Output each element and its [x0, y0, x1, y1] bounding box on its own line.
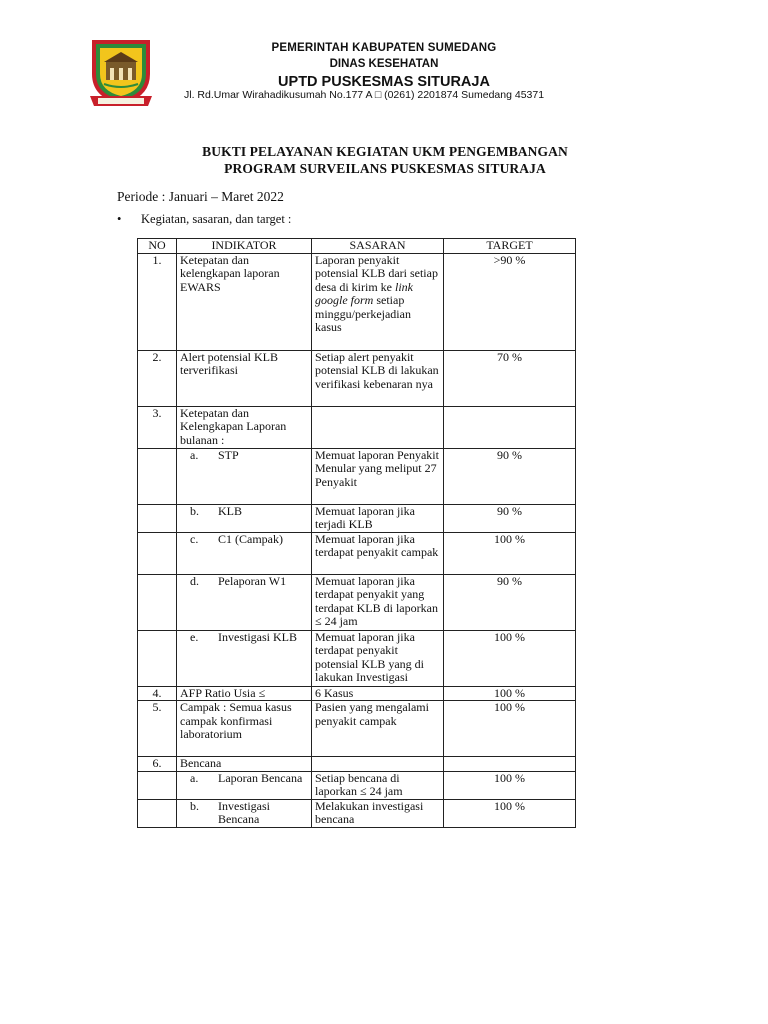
sub-letter: b. [190, 503, 199, 518]
sub-indikator: Pelaporan W1 [218, 573, 287, 588]
table-row [138, 701, 576, 757]
header-no: NO [138, 239, 177, 254]
cell-no [138, 771, 177, 799]
table-row [138, 630, 576, 686]
cell-sasaran [312, 757, 444, 772]
cell-indikator [177, 448, 312, 504]
cell-target [444, 406, 576, 448]
cell-indikator [177, 630, 312, 686]
sub-indikator: STP [218, 447, 239, 462]
cell-target: 100 % [444, 532, 576, 574]
cell-target: >90 % [444, 253, 576, 350]
cell-sasaran [312, 406, 444, 448]
sub-indikator: KLB [218, 503, 242, 518]
cell-sasaran: Memuat laporan jika terdapat penyakit yang terdapat KLB di laporkan ≤ 24 jam [312, 574, 444, 630]
cell-target: 100 % [444, 701, 576, 757]
cell-no: 2. [138, 350, 177, 406]
header-sasaran: SASARAN [312, 239, 444, 254]
header-target: TARGET [444, 239, 576, 254]
cell-indikator [177, 771, 312, 799]
institution-name: UPTD PUSKESMAS SITURAJA [278, 74, 490, 90]
cell-indikator: AFP Ratio Usia ≤ [177, 686, 312, 701]
cell-no [138, 799, 177, 827]
sub-indikator: Investigasi KLB [218, 629, 297, 644]
cell-target: 90 % [444, 504, 576, 532]
period-text: Periode : Januari – Maret 2022 [117, 189, 284, 204]
document-title [150, 143, 620, 177]
cell-indikator: Bencana [177, 757, 312, 772]
sub-letter: c. [190, 531, 199, 546]
cell-no [138, 532, 177, 574]
table-row [138, 771, 576, 799]
cell-target: 100 % [444, 630, 576, 686]
table-row [138, 574, 576, 630]
bullet-item [117, 212, 291, 227]
table-row [138, 686, 576, 701]
sub-indikator: C1 (Campak) [218, 531, 283, 546]
table-header-row [138, 239, 576, 254]
cell-sasaran: Pasien yang mengalami penyakit campak [312, 701, 444, 757]
sub-letter: e. [190, 629, 199, 644]
activity-table [137, 238, 576, 828]
department-name: DINAS KESEHATAN [329, 58, 439, 70]
cell-no [138, 574, 177, 630]
table-row [138, 799, 576, 827]
bullet-dot-icon: • [117, 212, 122, 226]
cell-no: 3. [138, 406, 177, 448]
title-line-1: BUKTI PELAYANAN KEGIATAN UKM PENGEMBANGAN [202, 144, 568, 159]
header-indikator: INDIKATOR [177, 239, 312, 254]
table-row [138, 448, 576, 504]
cell-sasaran: Memuat laporan jika terjadi KLB [312, 504, 444, 532]
cell-no [138, 630, 177, 686]
cell-sasaran: Memuat laporan Penyakit Menular yang meliput 27 Penyakit [312, 448, 444, 504]
cell-sasaran [312, 253, 444, 350]
cell-target [444, 757, 576, 772]
sub-letter: a. [190, 447, 199, 462]
table-row [138, 504, 576, 532]
sasaran-text: Laporan penyakit potensial KLB dari setiap desa di kirim ke [315, 252, 438, 294]
bullet-text: Kegiatan, sasaran, dan target : [141, 212, 292, 226]
sub-indikator: Investigasi Bencana [218, 798, 270, 826]
cell-sasaran: Setiap bencana di laporkan ≤ 24 jam [312, 771, 444, 799]
cell-sasaran: Memuat laporan jika terdapat penyakit potensial KLB yang di lakukan Investigasi [312, 630, 444, 686]
cell-sasaran: Melakukan investigasi bencana [312, 799, 444, 827]
title-line-2: PROGRAM SURVEILANS PUSKESMAS SITURAJA [224, 161, 546, 176]
cell-no: 4. [138, 686, 177, 701]
sumedang-regency-logo [90, 38, 152, 110]
cell-sasaran: Setiap alert penyakit potensial KLB di lakukan verifikasi kebenaran nya [312, 350, 444, 406]
cell-indikator [177, 532, 312, 574]
cell-indikator: Campak : Semua kasus campak konfirmasi laboratorium [177, 701, 312, 757]
sub-indikator: Laporan Bencana [218, 770, 303, 785]
cell-indikator [177, 799, 312, 827]
cell-target: 70 % [444, 350, 576, 406]
table-row [138, 757, 576, 772]
cell-no: 1. [138, 253, 177, 350]
cell-target: 100 % [444, 799, 576, 827]
table-row [138, 532, 576, 574]
sub-letter: b. [190, 798, 199, 813]
letterhead [0, 0, 768, 125]
table-row [138, 406, 576, 448]
sub-letter: a. [190, 770, 199, 785]
cell-no [138, 448, 177, 504]
cell-indikator: Ketepatan dan kelengkapan laporan EWARS [177, 253, 312, 350]
cell-target: 90 % [444, 448, 576, 504]
government-name: PEMERINTAH KABUPATEN SUMEDANG [271, 42, 497, 54]
table-row [138, 253, 576, 350]
sasaran-text-2: setiap minggu/perkejadian kasus [315, 293, 411, 334]
cell-target: 100 % [444, 686, 576, 701]
table-row [138, 350, 576, 406]
cell-no: 5. [138, 701, 177, 757]
cell-target: 100 % [444, 771, 576, 799]
cell-indikator: Ketepatan dan Kelengkapan Laporan bulanan : [177, 406, 312, 448]
cell-no: 6. [138, 757, 177, 772]
cell-indikator: Alert potensial KLB terverifikasi [177, 350, 312, 406]
cell-indikator [177, 504, 312, 532]
sasaran-italic: link google form [315, 279, 413, 307]
cell-sasaran: Memuat laporan jika terdapat penyakit campak [312, 532, 444, 574]
cell-no [138, 504, 177, 532]
cell-sasaran: 6 Kasus [312, 686, 444, 701]
address-line: Jl. Rd.Umar Wirahadikusumah No.177 A □ (0261) 2201874 Sumedang 45371 [184, 89, 545, 101]
sub-letter: d. [190, 573, 199, 588]
cell-target: 90 % [444, 574, 576, 630]
cell-indikator [177, 574, 312, 630]
